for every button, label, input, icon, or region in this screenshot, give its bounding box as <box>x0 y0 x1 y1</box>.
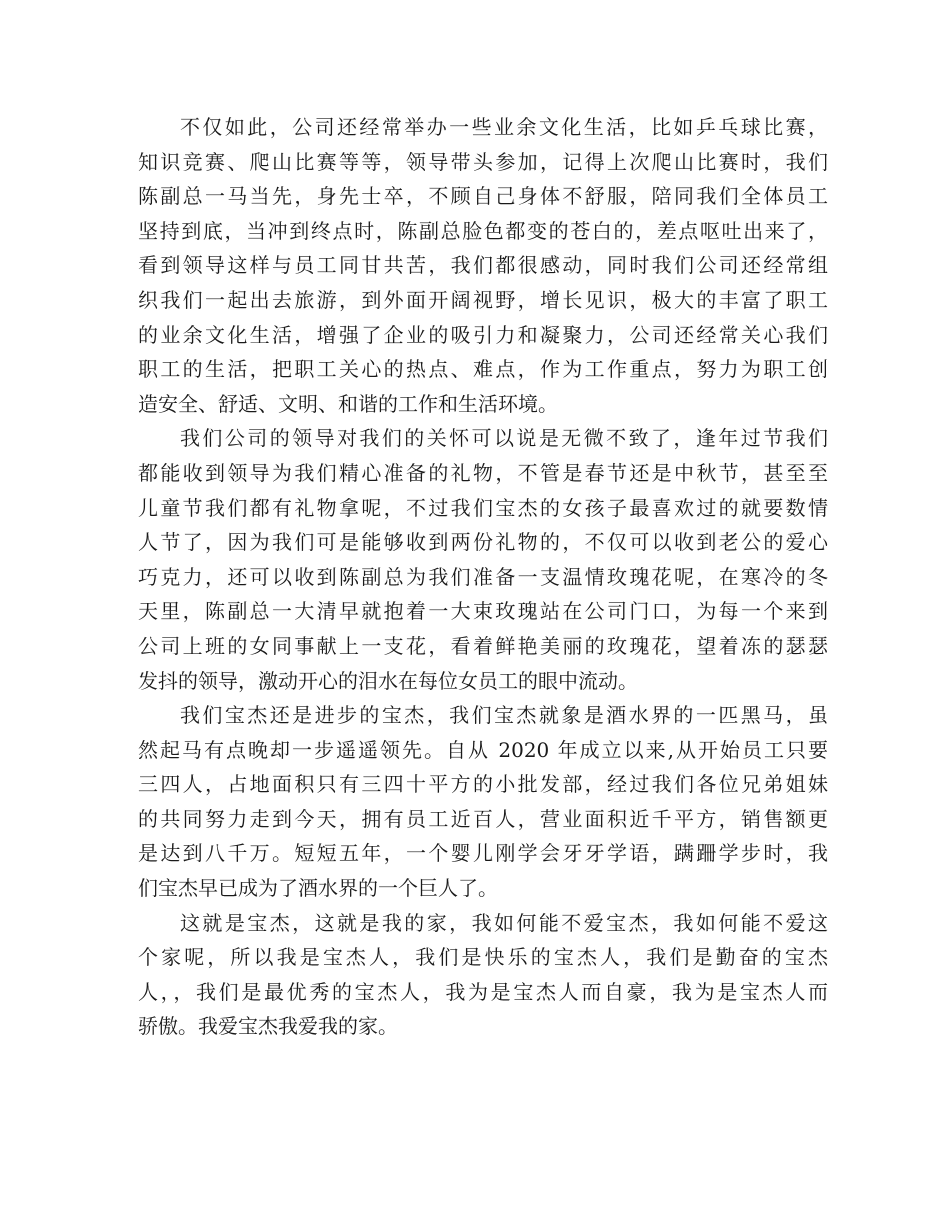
text-line: 的业余文化生活，增强了企业的吸引力和凝聚力，公司还经常关心我们 <box>138 322 828 347</box>
text-line: 儿童节我们都有礼物拿呢，不过我们宝杰的女孩子最喜欢过的就要数情 <box>138 495 828 520</box>
text-line: 坚持到底，当冲到终点时，陈副总脸色都变的苍白的，差点呕吐出来了， <box>138 218 828 243</box>
text-line: 陈副总一马当先，身先士卒，不顾自己身体不舒服，陪同我们全体员工 <box>138 184 828 209</box>
text-line: 知识竞赛、爬山比赛等等，领导带头参加，记得上次爬山比赛时，我们 <box>138 149 828 174</box>
text-line: 个家呢，所以我是宝杰人，我们是快乐的宝杰人，我们是勤奋的宝杰 <box>138 945 828 970</box>
text-line: 人，，我们是最优秀的宝杰人，我为是宝杰人而自豪，我为是宝杰人而 <box>138 979 828 1004</box>
text-line: 不仅如此，公司还经常举办一些业余文化生活，比如乒乓球比赛， <box>180 115 828 139</box>
text-line: 公司上班的女同事献上一支花，看着鲜艳美丽的玫瑰花，望着冻的瑟瑟 <box>138 633 828 658</box>
text-line: 我们宝杰还是进步的宝杰，我们宝杰就象是酒水界的一匹黑马，虽 <box>180 703 828 728</box>
text-line: 都能收到领导为我们精心准备的礼物，不管是春节还是中秋节，甚至至 <box>138 460 828 485</box>
text-line: 然起马有点晚却一步遥遥领先。自从 2020 年成立以来,从开始员工只要 <box>138 737 828 762</box>
text-line: 发抖的领导，激动开心的泪水在每位女员工的眼中流动。 <box>138 668 638 693</box>
document-body <box>138 110 828 1044</box>
text-line: 人节了，因为我们可是能够收到两份礼物的，不仅可以收到老公的爱心 <box>138 530 828 555</box>
text-line: 天里，陈副总一大清早就抱着一大束玫瑰站在公司门口，为每一个来到 <box>138 599 828 624</box>
text-line: 的共同努力走到今天，拥有员工近百人，营业面积近千平方，销售额更 <box>138 806 828 831</box>
text-line: 巧克力，还可以收到陈副总为我们准备一支温情玫瑰花呢，在寒冷的冬 <box>138 564 828 589</box>
text-line: 我们公司的领导对我们的关怀可以说是无微不致了，逢年过节我们 <box>180 426 828 451</box>
paragraph-company-activities <box>138 110 828 421</box>
text-line: 是达到八千万。短短五年，一个婴儿刚学会牙牙学语，蹒跚学步时，我 <box>138 841 828 866</box>
text-line: 骄傲。我爱宝杰我爱我的家。 <box>138 1014 398 1039</box>
text-line: 造安全、舒适、文明、和谐的工作和生活环境。 <box>138 391 558 416</box>
text-line: 看到领导这样与员工同甘共苦，我们都很感动，同时我们公司还经常组 <box>138 253 828 278</box>
text-line: 这就是宝杰，这就是我的家，我如何能不爱宝杰，我如何能不爱这 <box>180 910 828 935</box>
paragraph-company-progress <box>138 698 828 906</box>
text-line: 织我们一起出去旅游，到外面开阔视野，增长见识，极大的丰富了职工 <box>138 287 828 312</box>
text-line: 们宝杰早已成为了酒水界的一个巨人了。 <box>138 876 498 901</box>
text-line: 三四人，占地面积只有三四十平方的小批发部，经过我们各位兄弟姐妹 <box>138 772 828 797</box>
paragraph-leadership-care <box>138 421 828 698</box>
text-line: 职工的生活，把职工关心的热点、难点，作为工作重点，努力为职工创 <box>138 357 828 382</box>
paragraph-closing <box>138 906 828 1044</box>
